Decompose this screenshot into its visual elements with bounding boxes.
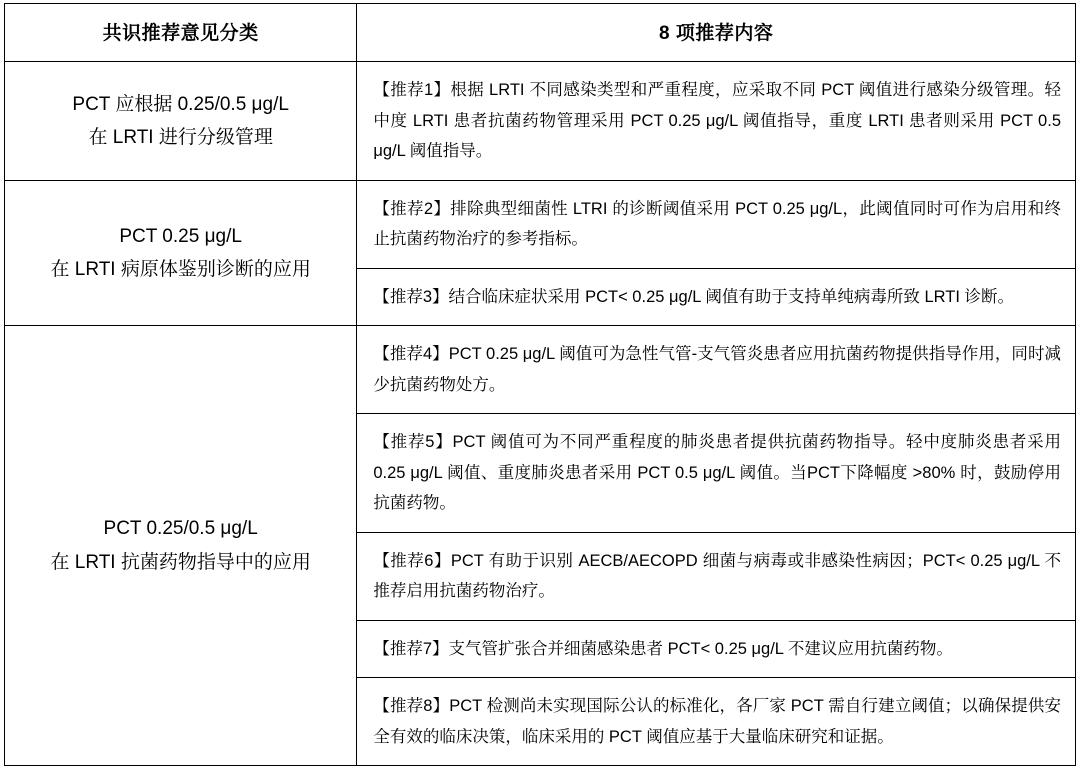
recommendation-text: 【推荐6】PCT 有助于识别 AECB/AECOPD 细菌与病毒或非感染性病因；PCT< 0.25 μg/L 不推荐启用抗菌药物治疗。 — [357, 532, 1075, 620]
header-content: 8 项推荐内容 — [357, 4, 1076, 62]
list-item — [357, 326, 1075, 414]
table-row — [5, 180, 1076, 326]
content-cell — [357, 62, 1076, 181]
content-cell — [357, 326, 1076, 766]
recommendation-list — [357, 181, 1075, 326]
document-page — [0, 3, 1080, 746]
category-line: PCT 0.25/0.5 μg/L — [103, 518, 258, 540]
category-cell — [5, 180, 357, 326]
recommendation-text: 【推荐2】排除典型细菌性 LTRI 的诊断阈值采用 PCT 0.25 μg/L，此阈值同时可作为启用和终止抗菌药物治疗的参考指标。 — [357, 181, 1075, 269]
header-category: 共识推荐意见分类 — [5, 4, 357, 62]
recommendation-text: 【推荐4】PCT 0.25 μg/L 阈值可为急性气管-支气管炎患者应用抗菌药物提供指导作用，同时减少抗菌药物处方。 — [357, 326, 1075, 414]
list-item — [357, 62, 1075, 180]
category-line: PCT 应根据 0.25/0.5 μg/L — [72, 93, 289, 115]
content-cell — [357, 180, 1076, 326]
table-row — [5, 62, 1076, 181]
recommendation-list — [357, 62, 1075, 180]
recommendation-list — [357, 326, 1075, 765]
list-item — [357, 181, 1075, 269]
category-line: PCT 0.25 μg/L — [119, 225, 242, 247]
list-item — [357, 678, 1075, 766]
category-line: 在 LRTI 病原体鉴别诊断的应用 — [50, 258, 311, 280]
list-item — [357, 620, 1075, 678]
recommendation-text: 【推荐1】根据 LRTI 不同感染类型和严重程度，应采取不同 PCT 阈值进行感染分级管理。轻中度 LRTI 患者抗菌药物管理采用 PCT 0.25 μg/L 阈值指导，重度 LRTI 患者则采用 PCT 0.5 μg/L 阈值指导。 — [373, 81, 1061, 161]
recommendation-text: 【推荐5】PCT 阈值可为不同严重程度的肺炎患者提供抗菌药物指导。轻中度肺炎患者采用 0.25 μg/L 阈值、重度肺炎患者采用 PCT 0.5 μg/L 阈值。当PCT下降幅度 >80% 时，鼓励停用抗菌药物。 — [357, 414, 1075, 533]
recommendation-text: 【推荐8】PCT 检测尚未实现国际公认的标准化，各厂家 PCT 需自行建立阈值；以确保提供安全有效的临床决策，临床采用的 PCT 阈值应基于大量临床研究和证据。 — [373, 697, 1061, 746]
recommendations-table — [4, 3, 1076, 766]
category-cell — [5, 62, 357, 181]
table-header-row — [5, 4, 1076, 62]
list-item — [357, 532, 1075, 620]
category-line: 在 LRTI 进行分级管理 — [88, 126, 273, 148]
table-row — [5, 326, 1076, 766]
list-item — [357, 414, 1075, 533]
recommendation-text: 【推荐3】结合临床症状采用 PCT< 0.25 μg/L 阈值有助于支持单纯病毒所致 LRTI 诊断。 — [373, 287, 1015, 306]
list-item — [357, 268, 1075, 325]
recommendation-text: 【推荐7】支气管扩张合并细菌感染患者 PCT< 0.25 μg/L 不建议应用抗菌药物。 — [357, 620, 1075, 678]
category-line: 在 LRTI 抗菌药物指导中的应用 — [50, 551, 311, 573]
category-cell — [5, 326, 357, 766]
